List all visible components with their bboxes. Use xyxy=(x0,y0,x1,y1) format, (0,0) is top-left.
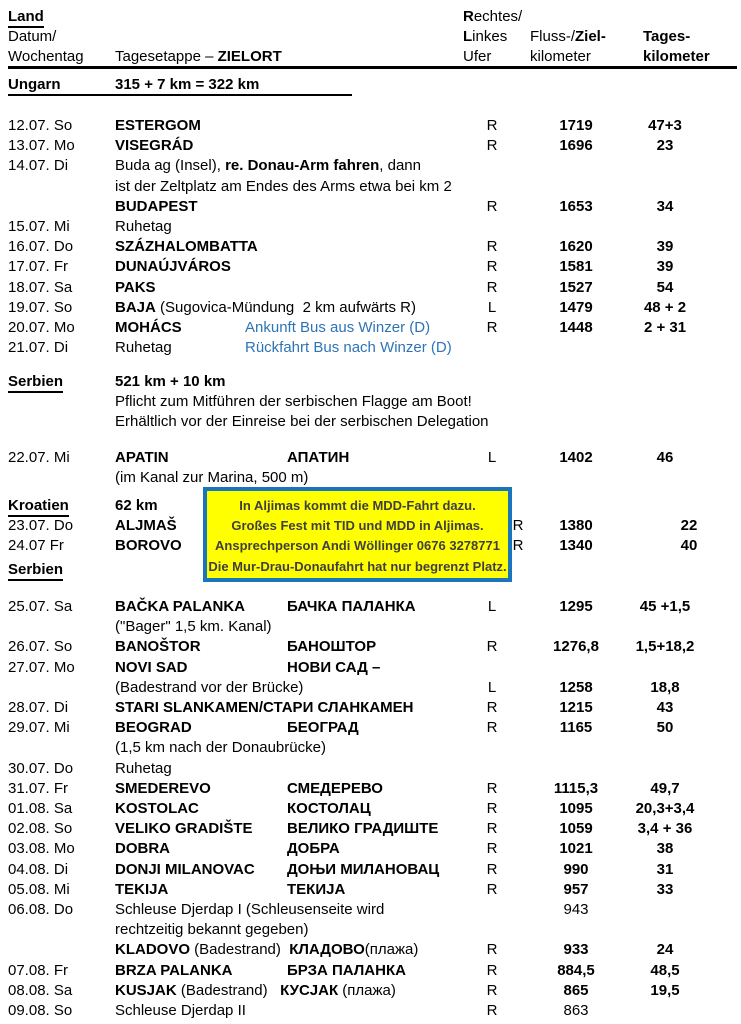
stage-text: (1,5 km nach der Donaubrücke) xyxy=(115,739,326,757)
table-row xyxy=(0,393,741,414)
table-row xyxy=(0,198,741,219)
row-date: 23.07. Do xyxy=(8,517,74,535)
ufer-value: R xyxy=(486,880,498,898)
row-date: 01.08. Sa xyxy=(8,800,73,817)
header-land: Land xyxy=(8,8,44,28)
ufer-value: R xyxy=(486,779,498,797)
table-row xyxy=(0,780,741,801)
row-date: 12.07. So xyxy=(8,117,73,134)
section-distance: 521 km + 10 km xyxy=(115,372,226,390)
stage-text: Pflicht zum Mitführen der serbischen Flagge am Boot! xyxy=(115,392,472,410)
table-row xyxy=(0,881,741,902)
ufer-value: L xyxy=(487,449,497,466)
table-row xyxy=(0,279,741,300)
stage-text: BRZA PALANKA xyxy=(115,961,233,979)
table-row xyxy=(0,840,741,861)
section-row xyxy=(0,373,741,394)
row-date: 21.07. Di xyxy=(8,339,69,357)
stage-text: Ruhetag xyxy=(115,218,172,235)
stage-text: DONJI MILANOVAC xyxy=(115,860,255,878)
stage-text: BANOŠTOR xyxy=(115,638,201,656)
day-km-value: 39 xyxy=(656,238,674,256)
table-row xyxy=(0,178,741,199)
river-km-value: 863 xyxy=(563,1002,589,1019)
river-km-value: 1448 xyxy=(559,319,593,336)
stage-text: DOBRA xyxy=(115,840,170,858)
row-date: 03.08. Mo xyxy=(8,840,75,858)
stage-text: Ruhetag xyxy=(115,759,172,777)
table-row xyxy=(0,339,741,360)
river-km-value: 1479 xyxy=(559,298,593,316)
table-row xyxy=(0,117,741,138)
stage-text: ("Bager" 1,5 km. Kanal) xyxy=(115,618,272,636)
table-row xyxy=(0,598,741,619)
ufer-value: L xyxy=(487,678,497,696)
river-km-value: 1653 xyxy=(559,197,593,215)
day-km-value: 23 xyxy=(656,137,674,155)
table-row xyxy=(0,157,741,178)
row-date: 09.08. So xyxy=(8,1002,73,1019)
cyr-name: ДОЊИ МИЛАНОВАЦ xyxy=(287,860,440,878)
ufer-value: R xyxy=(486,258,498,276)
ufer-value: L xyxy=(487,598,497,615)
river-km-value: 1295 xyxy=(559,598,593,615)
table-row xyxy=(0,137,741,158)
day-km-value: 43 xyxy=(656,699,674,716)
day-km-value: 49,7 xyxy=(650,779,680,797)
table-row xyxy=(0,962,741,983)
stage-text: BAJA (Sugovica-Mündung 2 km aufwärts R) xyxy=(115,298,416,316)
river-km-value: 1402 xyxy=(559,449,593,466)
river-km-value: 865 xyxy=(563,981,589,999)
stage-text: TEKIJA xyxy=(115,880,169,898)
ufer-value: L xyxy=(487,298,497,316)
cyr-name: АПАТИН xyxy=(287,449,350,466)
table-row xyxy=(0,941,741,962)
ufer-value: R xyxy=(512,517,524,535)
river-km-value: 933 xyxy=(563,941,589,959)
section-row xyxy=(0,76,741,97)
stage-text: APATIN xyxy=(115,449,169,466)
note-line: Großes Fest mit TID und MDD in Aljimas. xyxy=(231,518,484,534)
stage-text: STARI SLANKAMEN/СТАРИ СЛАНКАМЕН xyxy=(115,699,414,716)
stage-text: (im Kanal zur Marina, 500 m) xyxy=(115,469,309,487)
ufer-value: R xyxy=(486,941,498,959)
ufer-value: R xyxy=(486,638,498,656)
row-date: 29.07. Mi xyxy=(8,719,70,737)
cyr-name: НОВИ САД – xyxy=(287,658,381,676)
day-km-value: 3,4 + 36 xyxy=(637,820,693,838)
header-tagesetappe: Tagesetappe – ZIELORT xyxy=(115,48,282,65)
table-row xyxy=(0,449,741,470)
row-date: 06.08. Do xyxy=(8,901,74,918)
table-row xyxy=(0,901,741,922)
river-km-value: 943 xyxy=(563,901,589,918)
row-date: 27.07. Mo xyxy=(8,658,75,676)
section-country: Serbien xyxy=(8,561,63,581)
note-line: Ansprechperson Andi Wöllinger 0676 3278771 xyxy=(215,538,500,554)
table-row xyxy=(0,699,741,720)
river-km-value: 1095 xyxy=(559,800,593,817)
river-km-value: 1581 xyxy=(559,258,593,276)
row-date: 02.08. So xyxy=(8,820,73,838)
river-km-value: 1115,3 xyxy=(553,779,599,797)
day-km-value: 40 xyxy=(680,537,698,555)
cyr-name: ВЕЛИКО ГРАДИШТЕ xyxy=(287,820,439,838)
day-km-value: 33 xyxy=(656,880,674,898)
table-row xyxy=(0,982,741,1003)
day-km-value: 20,3+3,4 xyxy=(635,800,695,817)
cyr-name: БРЗА ПАЛАНКА xyxy=(287,961,406,979)
table-row xyxy=(0,258,741,279)
header-kilometer: kilometer xyxy=(530,48,591,65)
header-datum: Datum/ xyxy=(8,28,57,45)
table-row xyxy=(0,800,741,821)
row-date: 15.07. Mi xyxy=(8,218,70,235)
stage-text: NOVI SAD xyxy=(115,658,188,676)
day-km-value: 2 + 31 xyxy=(643,319,687,336)
day-km-value: 38 xyxy=(656,840,674,858)
ufer-value: R xyxy=(486,197,498,215)
ufer-value: R xyxy=(486,800,498,817)
stage-text: BOROVO xyxy=(115,537,182,555)
day-km-value: 48,5 xyxy=(650,961,680,979)
river-km-value: 1340 xyxy=(559,537,593,555)
row-date: 18.07. Sa xyxy=(8,278,73,296)
row-date: 25.07. Sa xyxy=(8,598,73,615)
day-km-value: 18,8 xyxy=(650,678,680,696)
table-row xyxy=(0,238,741,259)
day-km-value: 48 + 2 xyxy=(643,298,687,316)
table-row xyxy=(0,618,741,639)
stage-text: BAČKA PALANKA xyxy=(115,598,245,615)
cyr-name: БАЧКА ПАЛАНКА xyxy=(287,598,416,615)
cyr-name: БЕОГРАД xyxy=(287,719,359,737)
bus-note: Rückfahrt Bus nach Winzer (D) xyxy=(245,339,452,357)
table-row xyxy=(0,820,741,841)
stage-text: ALJMAŠ xyxy=(115,517,177,535)
ufer-value: R xyxy=(512,537,524,555)
stage-text: (Badestrand vor der Brücke) xyxy=(115,678,304,696)
header-rule xyxy=(8,66,737,69)
stage-text: MOHÁCS xyxy=(115,319,182,336)
row-date: 14.07. Di xyxy=(8,157,69,175)
river-km-value: 1276,8 xyxy=(553,638,599,656)
cyr-name: ТЕКИЈА xyxy=(287,880,346,898)
day-km-value: 1,5+18,2 xyxy=(635,638,695,656)
day-km-value: 50 xyxy=(656,719,674,737)
row-date: 20.07. Mo xyxy=(8,319,75,336)
table-row xyxy=(0,679,741,700)
header-rechtes: Rechtes/ xyxy=(463,8,523,25)
row-date: 30.07. Do xyxy=(8,759,74,777)
note-line: Die Mur-Drau-Donaufahrt hat nur begrenzt Platz. xyxy=(208,558,507,574)
row-date: 04.08. Di xyxy=(8,860,69,878)
stage-text: Schleuse Djerdap II xyxy=(115,1002,246,1019)
table-row xyxy=(0,921,741,942)
stage-text: BUDAPEST xyxy=(115,197,198,215)
table-row xyxy=(0,760,741,781)
river-km-value: 1696 xyxy=(559,137,593,155)
row-date: 28.07. Di xyxy=(8,699,69,716)
ufer-value: R xyxy=(486,820,498,838)
cyr-name: КОСТОЛАЦ xyxy=(287,800,371,817)
header-wochentag: Wochentag xyxy=(8,48,84,65)
row-date: 05.08. Mi xyxy=(8,880,70,898)
row-date: 07.08. Fr xyxy=(8,961,69,979)
ufer-value: R xyxy=(486,319,498,336)
river-km-value: 884,5 xyxy=(557,961,595,979)
stage-text: BEOGRAD xyxy=(115,719,192,737)
table-row xyxy=(0,861,741,882)
day-km-value: 34 xyxy=(656,197,674,215)
stage-text: rechtzeitig bekannt gegeben) xyxy=(115,921,309,939)
table-row xyxy=(0,319,741,340)
day-km-value: 31 xyxy=(656,860,674,878)
stage-text: DUNAÚJVÁROS xyxy=(115,258,231,276)
table-row xyxy=(0,299,741,320)
river-km-value: 990 xyxy=(563,860,589,878)
row-date: 22.07. Mi xyxy=(8,449,70,466)
stage-text: Erhältlich vor der Einreise bei der serbischen Delegation xyxy=(115,412,489,430)
stage-text: ist der Zeltplatz am Endes des Arms etwa bei km 2 xyxy=(115,177,452,195)
river-km-value: 957 xyxy=(563,880,589,898)
day-km-value: 22 xyxy=(680,517,698,535)
cyr-name: БАНОШТОР xyxy=(287,638,377,656)
mdd-note-box xyxy=(203,487,512,582)
note-line: In Aljimas kommt die MDD-Fahrt dazu. xyxy=(239,498,476,513)
ufer-value: R xyxy=(486,860,498,878)
stage-text: KUSJAK (Badestrand) КУСЈАК (плажа) xyxy=(115,981,396,999)
river-km-value: 1527 xyxy=(559,278,593,296)
row-date: 24.07 Fr xyxy=(8,537,64,555)
ufer-value: R xyxy=(486,1002,498,1019)
section-header: Ungarn 315 + 7 km = 322 km xyxy=(8,76,352,96)
table-row xyxy=(0,719,741,740)
day-km-value: 24 xyxy=(656,941,674,959)
ufer-value: R xyxy=(486,137,498,155)
ufer-value: R xyxy=(486,699,498,716)
stage-text: ESTERGOM xyxy=(115,117,201,134)
ufer-value: R xyxy=(486,278,498,296)
stage-text: SZÁZHALOMBATTA xyxy=(115,238,258,256)
stage-text: KLADOVO (Badestrand) КЛАДОВО(плажа) xyxy=(115,941,419,959)
row-date: 26.07. So xyxy=(8,638,73,656)
stage-text: VELIKO GRADIŠTE xyxy=(115,820,253,838)
river-km-value: 1059 xyxy=(559,820,593,838)
river-km-value: 1021 xyxy=(559,840,593,858)
header-fluss-ziel: Fluss-/Ziel- xyxy=(530,28,606,45)
stage-text: SMEDEREVO xyxy=(115,779,211,797)
stage-text: KOSTOLAC xyxy=(115,800,199,817)
table-row xyxy=(0,413,741,434)
table-row xyxy=(0,739,741,760)
row-date: 13.07. Mo xyxy=(8,137,75,155)
section-country: Serbien xyxy=(8,373,63,393)
river-km-value: 1258 xyxy=(559,678,593,696)
ufer-value: R xyxy=(486,117,498,134)
ufer-value: R xyxy=(486,981,498,999)
stage-text: VISEGRÁD xyxy=(115,137,194,155)
day-km-value: 45 +1,5 xyxy=(639,598,691,615)
cyr-name: СМЕДЕРЕВО xyxy=(287,779,383,797)
cyr-name: ДОБРА xyxy=(287,840,340,858)
row-date: 19.07. So xyxy=(8,298,73,316)
day-km-value: 54 xyxy=(656,278,674,296)
row-date: 16.07. Do xyxy=(8,238,74,256)
river-km-value: 1215 xyxy=(559,699,593,716)
river-km-value: 1380 xyxy=(559,517,593,535)
day-km-value: 19,5 xyxy=(650,981,680,999)
day-km-value: 47+3 xyxy=(648,117,682,134)
table-row xyxy=(0,638,741,659)
row-date: 17.07. Fr xyxy=(8,258,69,276)
stage-text: Ruhetag xyxy=(115,339,172,357)
stage-text: Buda ag (Insel), re. Donau-Arm fahren, dann xyxy=(115,157,421,175)
day-km-value: 39 xyxy=(656,258,674,276)
stage-text: PAKS xyxy=(115,278,156,296)
row-date: 31.07. Fr xyxy=(8,779,69,797)
table-row xyxy=(0,218,741,239)
ufer-value: R xyxy=(486,238,498,256)
day-km-value: 46 xyxy=(656,449,674,466)
header-tages-kilometer: kilometer xyxy=(643,48,710,65)
header-linkes: Linkes xyxy=(463,28,508,45)
table-row xyxy=(0,659,741,680)
section-country: Kroatien xyxy=(8,497,69,517)
ufer-value: R xyxy=(486,840,498,858)
header-ufer: Ufer xyxy=(463,48,492,65)
river-km-value: 1620 xyxy=(559,238,593,256)
table-row xyxy=(0,1002,741,1023)
ufer-value: R xyxy=(486,961,498,979)
river-km-value: 1165 xyxy=(559,719,593,737)
stage-text: Schleuse Djerdap I (Schleusenseite wird xyxy=(115,901,385,918)
bus-note: Ankunft Bus aus Winzer (D) xyxy=(245,319,431,336)
section-distance: 62 km xyxy=(115,497,158,514)
row-date: 08.08. Sa xyxy=(8,981,73,999)
ufer-value: R xyxy=(486,719,498,737)
river-km-value: 1719 xyxy=(559,117,593,134)
header-tages: Tages- xyxy=(643,28,691,45)
